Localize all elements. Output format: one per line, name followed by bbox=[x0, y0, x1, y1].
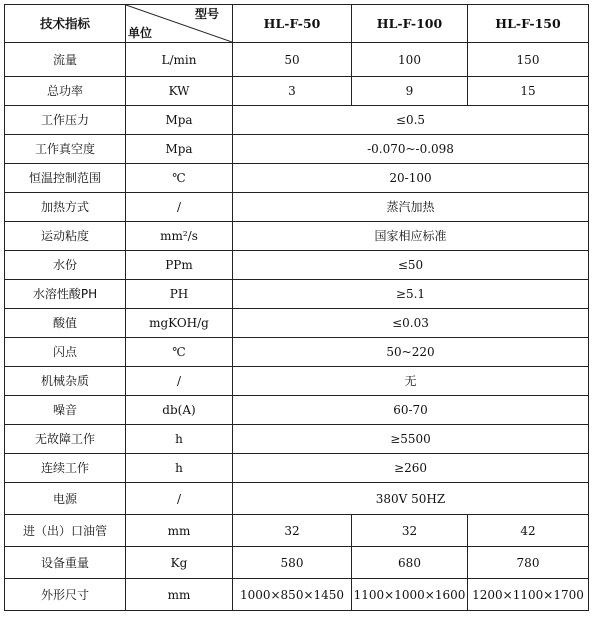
spec-value-cell: 9 bbox=[352, 77, 468, 106]
table-row bbox=[5, 135, 589, 164]
spec-unit-cell: ℃ bbox=[126, 164, 233, 193]
spec-value-cell: 15 bbox=[468, 77, 589, 106]
table-row bbox=[5, 547, 589, 579]
table-row bbox=[5, 106, 589, 135]
spec-unit-cell: Mpa bbox=[126, 106, 233, 135]
table-row bbox=[5, 280, 589, 309]
spec-name-cell: 总功率 bbox=[5, 77, 126, 106]
spec-value-cell: 50 bbox=[233, 43, 352, 77]
spec-name-cell: 机械杂质 bbox=[5, 367, 126, 396]
table-row bbox=[5, 43, 589, 77]
spec-name-cell: 工作真空度 bbox=[5, 135, 126, 164]
spec-unit-cell: mm bbox=[126, 515, 233, 547]
spec-value-merged-cell: ≤0.5 bbox=[233, 106, 589, 135]
spec-value-merged-cell: ≥5.1 bbox=[233, 280, 589, 309]
spec-name-cell: 噪音 bbox=[5, 396, 126, 425]
spec-name-cell: 进（出）口油管 bbox=[5, 515, 126, 547]
table-row bbox=[5, 309, 589, 338]
spec-name-cell: 工作压力 bbox=[5, 106, 126, 135]
header-spec-label: 技术指标 bbox=[5, 5, 126, 43]
spec-value-cell: 680 bbox=[352, 547, 468, 579]
table-row bbox=[5, 77, 589, 106]
table-row bbox=[5, 338, 589, 367]
table-row bbox=[5, 579, 589, 611]
header-model-1: HL-F-50 bbox=[233, 5, 352, 43]
spec-unit-cell: h bbox=[126, 454, 233, 483]
header-row bbox=[5, 5, 589, 43]
table-row bbox=[5, 367, 589, 396]
spec-name-cell: 流量 bbox=[5, 43, 126, 77]
spec-name-cell: 酸值 bbox=[5, 309, 126, 338]
spec-value-cell: 1000×850×1450 bbox=[233, 579, 352, 611]
spec-value-cell: 1200×1100×1700 bbox=[468, 579, 589, 611]
spec-name-cell: 加热方式 bbox=[5, 193, 126, 222]
spec-name-cell: 水溶性酸PH bbox=[5, 280, 126, 309]
spec-name-cell: 水份 bbox=[5, 251, 126, 280]
spec-value-merged-cell: ≤50 bbox=[233, 251, 589, 280]
spec-value-merged-cell: ≥5500 bbox=[233, 425, 589, 454]
spec-unit-cell: Mpa bbox=[126, 135, 233, 164]
spec-value-cell: 580 bbox=[233, 547, 352, 579]
spec-unit-cell: PH bbox=[126, 280, 233, 309]
spec-name-cell: 设备重量 bbox=[5, 547, 126, 579]
spec-value-merged-cell: ≥260 bbox=[233, 454, 589, 483]
spec-value-cell: 3 bbox=[233, 77, 352, 106]
table-row bbox=[5, 164, 589, 193]
spec-value-merged-cell: 380V 50HZ bbox=[233, 483, 589, 515]
spec-unit-cell: db(A) bbox=[126, 396, 233, 425]
spec-value-cell: 780 bbox=[468, 547, 589, 579]
table-row bbox=[5, 483, 589, 515]
spec-value-merged-cell: 蒸汽加热 bbox=[233, 193, 589, 222]
spec-value-cell: 32 bbox=[233, 515, 352, 547]
table-row bbox=[5, 222, 589, 251]
spec-unit-cell: mm²/s bbox=[126, 222, 233, 251]
header-unit-label: 单位 bbox=[128, 26, 153, 40]
spec-value-cell: 150 bbox=[468, 43, 589, 77]
spec-name-cell: 无故障工作 bbox=[5, 425, 126, 454]
spec-unit-cell: Kg bbox=[126, 547, 233, 579]
table-row bbox=[5, 396, 589, 425]
header-diagonal-cell bbox=[126, 5, 233, 43]
spec-value-cell: 32 bbox=[352, 515, 468, 547]
spec-unit-cell: / bbox=[126, 483, 233, 515]
spec-unit-cell: ℃ bbox=[126, 338, 233, 367]
spec-table bbox=[4, 4, 589, 611]
spec-value-merged-cell: -0.070~-0.098 bbox=[233, 135, 589, 164]
spec-unit-cell: / bbox=[126, 193, 233, 222]
spec-unit-cell: L/min bbox=[126, 43, 233, 77]
spec-unit-cell: mgKOH/g bbox=[126, 309, 233, 338]
spec-value-cell: 100 bbox=[352, 43, 468, 77]
table-row bbox=[5, 193, 589, 222]
spec-value-merged-cell: 50~220 bbox=[233, 338, 589, 367]
spec-unit-cell: / bbox=[126, 367, 233, 396]
table-row bbox=[5, 454, 589, 483]
header-model-label: 型号 bbox=[194, 7, 219, 21]
spec-value-merged-cell: 无 bbox=[233, 367, 589, 396]
spec-value-cell: 42 bbox=[468, 515, 589, 547]
table-row bbox=[5, 425, 589, 454]
spec-unit-cell: h bbox=[126, 425, 233, 454]
spec-value-merged-cell: 20-100 bbox=[233, 164, 589, 193]
spec-name-cell: 连续工作 bbox=[5, 454, 126, 483]
spec-unit-cell: mm bbox=[126, 579, 233, 611]
spec-value-cell: 1100×1000×1600 bbox=[352, 579, 468, 611]
header-model-2: HL-F-100 bbox=[352, 5, 468, 43]
spec-table-body bbox=[5, 5, 589, 611]
spec-name-cell: 外形尺寸 bbox=[5, 579, 126, 611]
header-model-3: HL-F-150 bbox=[468, 5, 589, 43]
spec-unit-cell: PPm bbox=[126, 251, 233, 280]
spec-value-merged-cell: ≤0.03 bbox=[233, 309, 589, 338]
table-row bbox=[5, 251, 589, 280]
spec-name-cell: 电源 bbox=[5, 483, 126, 515]
spec-name-cell: 运动粘度 bbox=[5, 222, 126, 251]
spec-name-cell: 闪点 bbox=[5, 338, 126, 367]
table-row bbox=[5, 515, 589, 547]
spec-value-merged-cell: 国家相应标准 bbox=[233, 222, 589, 251]
spec-value-merged-cell: 60-70 bbox=[233, 396, 589, 425]
spec-name-cell: 恒温控制范围 bbox=[5, 164, 126, 193]
spec-unit-cell: KW bbox=[126, 77, 233, 106]
